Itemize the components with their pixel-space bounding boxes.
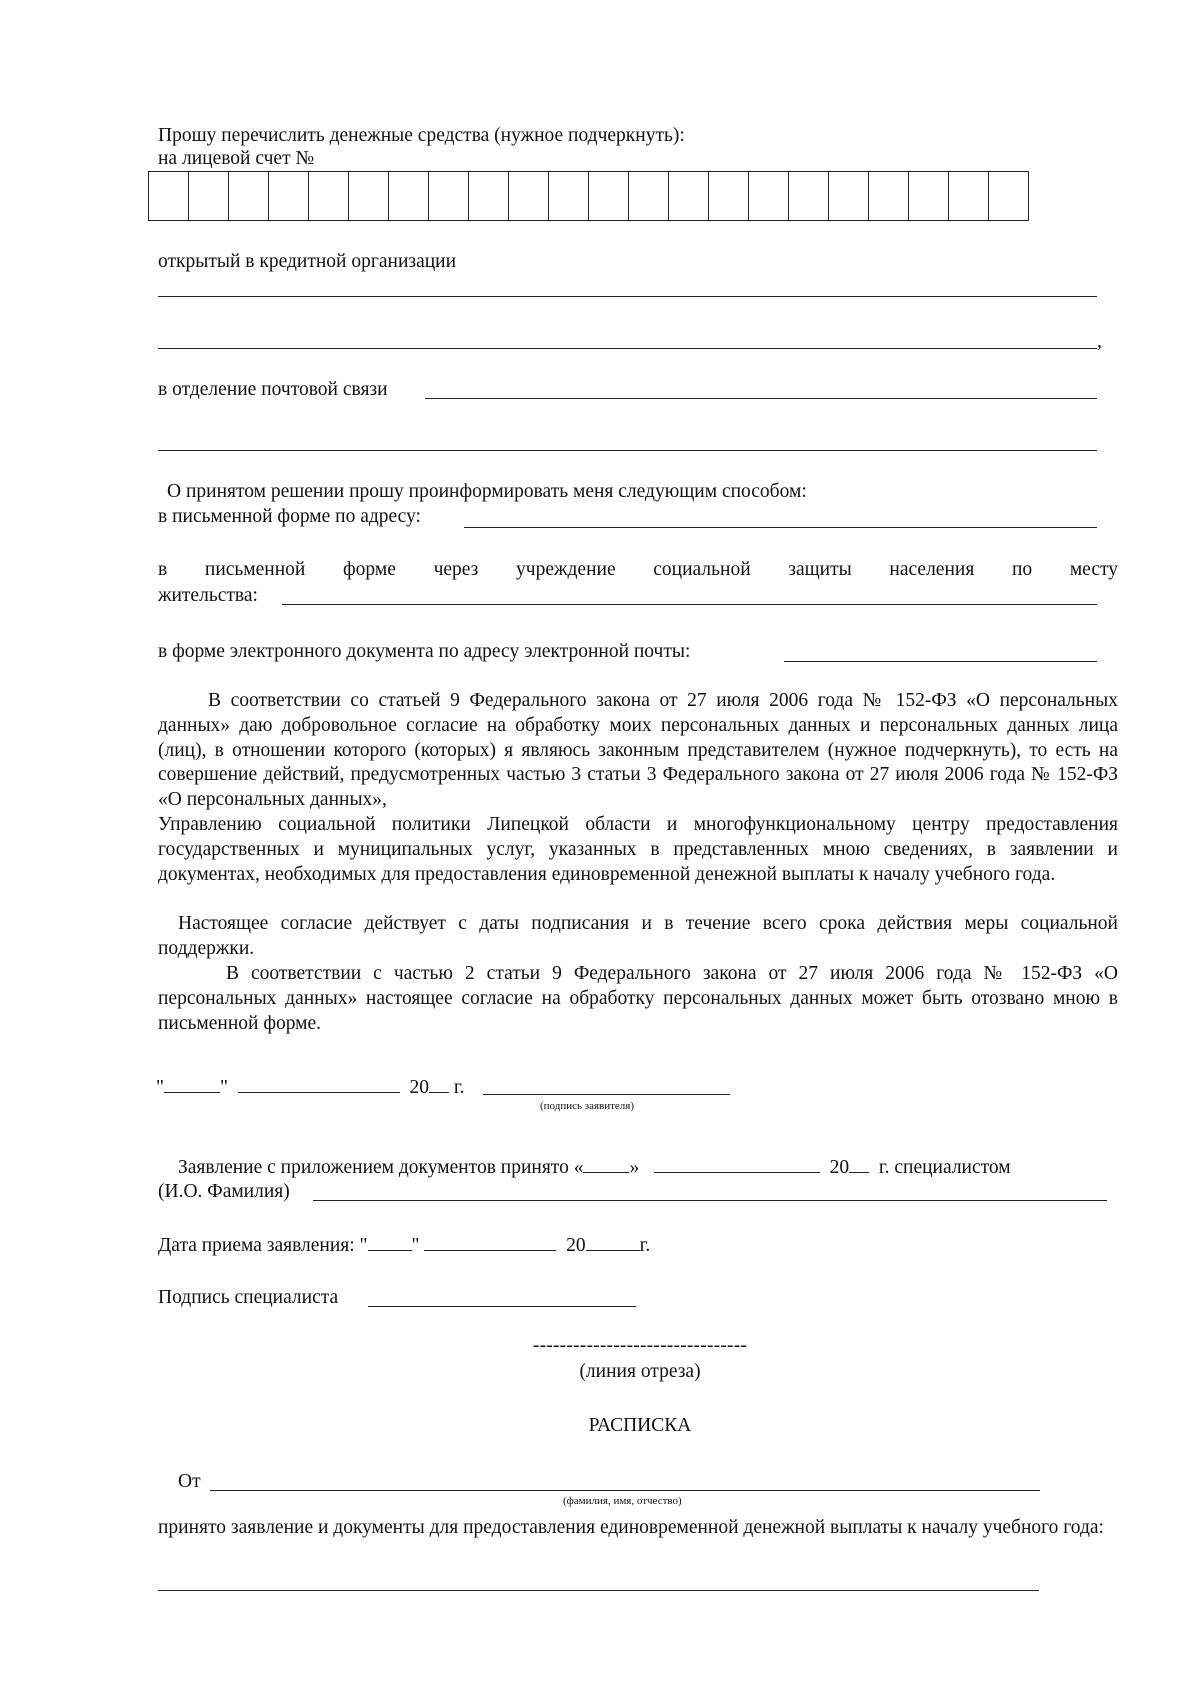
year-prefix: 20	[409, 1077, 429, 1098]
year-field[interactable]	[429, 1074, 449, 1093]
account-digit-box[interactable]	[189, 172, 229, 220]
social-protection-line1: в письменной форме через учреждение социальной защиты населения по месту	[158, 559, 1118, 580]
notify-intro: О принятом решении прошу проинформировать меня следующим способом:	[167, 481, 807, 502]
account-digit-box[interactable]	[789, 172, 829, 220]
receipt-date-row	[158, 1232, 650, 1258]
cut-label: (линия отреза)	[579, 1361, 701, 1382]
written-address-line[interactable]	[464, 527, 1097, 528]
acceptance-quote-close: »	[629, 1157, 640, 1178]
receipt-day-field[interactable]	[368, 1232, 412, 1251]
account-digit-box[interactable]	[949, 172, 989, 220]
account-digit-box[interactable]	[429, 172, 469, 220]
consent-paragraph-3: Настоящее согласие действует с даты подписания и в течение всего срока действия меры социальной поддержки.	[158, 913, 1118, 959]
written-address-label: в письменной форме по адресу:	[158, 506, 421, 527]
quote-close: "	[219, 1077, 228, 1098]
day-field[interactable]	[164, 1074, 220, 1093]
receipt-from-line[interactable]	[210, 1490, 1040, 1491]
bank-label: открытый в кредитной организации	[158, 251, 457, 272]
specialist-name-line[interactable]	[313, 1200, 1107, 1201]
consent-paragraph-4: В соответствии с частью 2 статьи 9 Федерального закона от 27 июля 2006 года № 152-ФЗ «О персональных данных» настоящее согласие на обработку персональных данных может быть отозвано мною в письменной форме.	[158, 963, 1118, 1034]
account-digit-box[interactable]	[349, 172, 389, 220]
account-digit-box[interactable]	[829, 172, 869, 220]
consent-paragraph-1: В соответствии со статьей 9 Федерального закона от 27 июля 2006 года № 152-ФЗ «О персональных данных» даю добровольное согласие на обработку моих персональных данных и персональных данных лица (лиц), в отношении которого (которых) я являюсь законным представителем (нужное подчеркнуть), то есть на совершение действий, предусмотренных частью 3 статьи 3 Федерального закона от 27 июля 2006 года № 152-ФЗ «О персональных данных»,	[158, 690, 1118, 811]
account-digit-box[interactable]	[309, 172, 349, 220]
account-digit-box[interactable]	[669, 172, 709, 220]
receipt-month-field[interactable]	[424, 1232, 556, 1251]
account-digit-box[interactable]	[509, 172, 549, 220]
acceptance-text-start: Заявление с приложением документов принято «	[178, 1157, 584, 1178]
bank-line-1[interactable]	[158, 296, 1097, 297]
applicant-signature-line[interactable]	[483, 1094, 730, 1095]
transfer-intro: Прошу перечислить денежные средства (нужное подчеркнуть):	[158, 125, 685, 146]
acceptance-year-prefix: 20	[829, 1157, 850, 1178]
account-digit-box[interactable]	[149, 172, 189, 220]
post-office-line-1[interactable]	[425, 398, 1097, 399]
receipt-from-caption: (фамилия, имя, отчество)	[563, 1495, 682, 1507]
receipt-year-prefix: 20	[566, 1235, 586, 1256]
account-digit-box[interactable]	[269, 172, 309, 220]
account-digit-box[interactable]	[909, 172, 949, 220]
receipt-text: принято заявление и документы для предоставления единовременной денежной выплаты к началу учебного года:	[158, 1517, 1104, 1538]
bank-comma: ,	[1097, 331, 1102, 352]
cut-dashes: --------------------------------	[532, 1335, 748, 1356]
consent-paragraph-2: Управлению социальной политики Липецкой области и многофункциональному центру предоставления государственных и муниципальных услуг, указанных в представленных мною сведениях, в заявлении и документах, необходимых для предоставления единовременной денежной выплаты к началу учебного года.	[158, 814, 1118, 885]
quote-open: "	[156, 1077, 164, 1098]
email-line[interactable]	[784, 661, 1097, 662]
account-digit-box[interactable]	[229, 172, 269, 220]
account-label: на лицевой счет №	[158, 148, 315, 169]
receipt-year-suffix: г.	[639, 1235, 651, 1256]
receipt-date-label: Дата приема заявления: "	[158, 1235, 368, 1256]
social-protection-line2: жительства:	[158, 585, 258, 606]
receipt-title: РАСПИСКА	[588, 1415, 692, 1436]
month-field[interactable]	[238, 1074, 400, 1093]
applicant-signature-caption: (подпись заявителя)	[540, 1100, 635, 1112]
account-digit-box[interactable]	[589, 172, 629, 220]
account-digit-box[interactable]	[869, 172, 909, 220]
account-digit-box[interactable]	[709, 172, 749, 220]
receipt-year-field[interactable]	[586, 1232, 640, 1251]
acceptance-day-field[interactable]	[583, 1154, 629, 1173]
account-digit-box[interactable]	[749, 172, 789, 220]
applicant-date-row	[156, 1074, 465, 1100]
account-digit-box[interactable]	[389, 172, 429, 220]
receipt-quote-close: "	[411, 1235, 420, 1256]
post-office-line-2[interactable]	[158, 450, 1097, 451]
account-digit-box[interactable]	[989, 172, 1029, 220]
email-label: в форме электронного документа по адресу электронной почты:	[158, 641, 691, 662]
acceptance-text-end: г. специалистом	[878, 1157, 1011, 1178]
post-office-label: в отделение почтовой связи	[158, 379, 388, 400]
specialist-name-label: (И.О. Фамилия)	[158, 1181, 290, 1202]
account-digit-box[interactable]	[629, 172, 669, 220]
account-number-boxes[interactable]	[148, 171, 1029, 221]
receipt-from-label: От	[178, 1471, 201, 1492]
specialist-signature-line[interactable]	[368, 1306, 636, 1307]
residence-line[interactable]	[282, 604, 1097, 605]
account-digit-box[interactable]	[469, 172, 509, 220]
account-digit-box[interactable]	[549, 172, 589, 220]
bank-line-2[interactable]	[158, 348, 1097, 349]
acceptance-year-field[interactable]	[849, 1154, 869, 1173]
receipt-documents-line[interactable]	[158, 1590, 1039, 1591]
year-suffix: г.	[453, 1077, 465, 1098]
acceptance-line-1	[178, 1154, 1011, 1180]
specialist-signature-label: Подпись специалиста	[158, 1287, 339, 1308]
acceptance-month-field[interactable]	[654, 1154, 820, 1173]
